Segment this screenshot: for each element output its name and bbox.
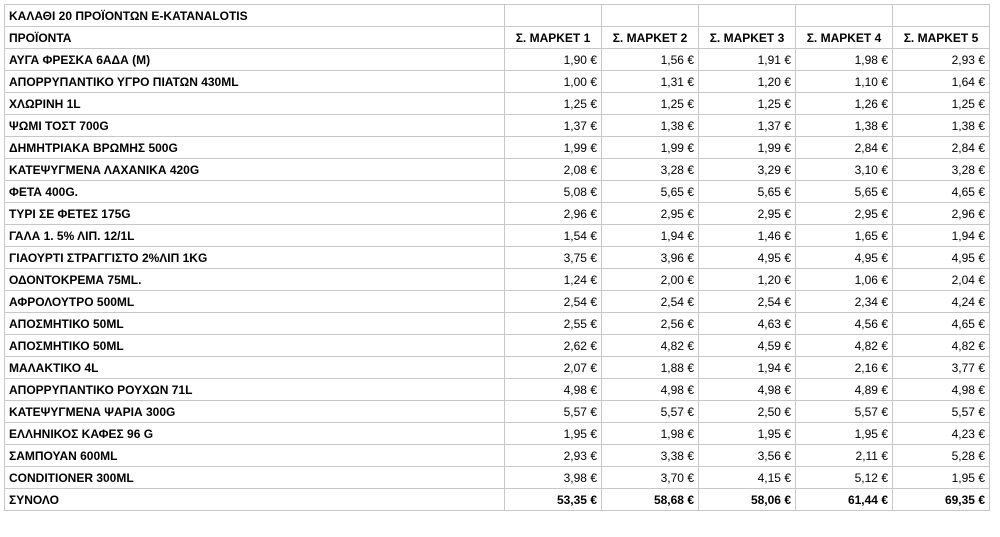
empty-cell [699, 5, 796, 27]
price-cell-market-1: 1,37 € [505, 115, 602, 137]
price-cell-market-5: 4,95 € [893, 247, 990, 269]
table-row [5, 225, 990, 247]
price-cell-market-5: 3,77 € [893, 357, 990, 379]
price-cell-market-1: 1,90 € [505, 49, 602, 71]
product-column-header: ΠΡΟΪΟΝΤΑ [5, 27, 505, 49]
price-cell-market-1: 2,62 € [505, 335, 602, 357]
product-name-cell: ΚΑΤΕΨΥΓΜΕΝΑ ΨΑΡΙΑ 300G [5, 401, 505, 423]
price-cell-market-5: 69,35 € [893, 489, 990, 511]
price-cell-market-3: 2,54 € [699, 291, 796, 313]
table-row [5, 181, 990, 203]
table-row [5, 335, 990, 357]
product-name-cell: ΤΥΡΙ ΣΕ ΦΕΤΕΣ 175G [5, 203, 505, 225]
price-cell-market-1: 5,08 € [505, 181, 602, 203]
product-name-cell: ΧΛΩΡΙΝΗ 1L [5, 93, 505, 115]
price-cell-market-1: 1,24 € [505, 269, 602, 291]
price-cell-market-2: 58,68 € [602, 489, 699, 511]
product-name-cell: ΑΥΓΑ ΦΡΕΣΚΑ 6ΑΔΑ (M) [5, 49, 505, 71]
price-cell-market-3: 1,25 € [699, 93, 796, 115]
price-cell-market-2: 1,25 € [602, 93, 699, 115]
price-cell-market-5: 4,65 € [893, 181, 990, 203]
price-cell-market-3: 4,59 € [699, 335, 796, 357]
product-name-cell: ΑΠΟΣΜΗΤΙΚΟ 50ML [5, 335, 505, 357]
price-cell-market-1: 2,07 € [505, 357, 602, 379]
price-cell-market-2: 1,94 € [602, 225, 699, 247]
price-cell-market-2: 3,28 € [602, 159, 699, 181]
price-cell-market-2: 1,98 € [602, 423, 699, 445]
price-cell-market-3: 4,15 € [699, 467, 796, 489]
price-cell-market-1: 1,54 € [505, 225, 602, 247]
product-name-cell: ΑΠΟΡΡΥΠΑΝΤΙΚΟ ΥΓΡΟ ΠΙΑΤΩΝ 430ML [5, 71, 505, 93]
table-row [5, 269, 990, 291]
price-cell-market-2: 1,38 € [602, 115, 699, 137]
market-3-header: Σ. ΜΑΡΚΕΤ 3 [699, 27, 796, 49]
empty-cell [796, 5, 893, 27]
product-name-cell: ΟΔΟΝΤΟΚΡΕΜΑ 75ML. [5, 269, 505, 291]
price-cell-market-2: 3,70 € [602, 467, 699, 489]
price-cell-market-3: 1,94 € [699, 357, 796, 379]
price-cell-market-4: 1,65 € [796, 225, 893, 247]
price-cell-market-5: 1,95 € [893, 467, 990, 489]
product-name-cell: ΜΑΛΑΚΤΙΚΟ 4L [5, 357, 505, 379]
price-cell-market-5: 3,28 € [893, 159, 990, 181]
table-row [5, 291, 990, 313]
product-name-cell: ΑΦΡΟΛΟΥΤΡΟ 500ML [5, 291, 505, 313]
price-cell-market-3: 4,98 € [699, 379, 796, 401]
price-cell-market-5: 4,82 € [893, 335, 990, 357]
price-cell-market-4: 5,65 € [796, 181, 893, 203]
price-comparison-table [4, 4, 990, 511]
price-cell-market-1: 3,98 € [505, 467, 602, 489]
price-cell-market-3: 3,56 € [699, 445, 796, 467]
price-cell-market-4: 5,12 € [796, 467, 893, 489]
price-cell-market-2: 2,56 € [602, 313, 699, 335]
table-row [5, 159, 990, 181]
price-cell-market-2: 5,57 € [602, 401, 699, 423]
price-cell-market-5: 2,04 € [893, 269, 990, 291]
table-row [5, 247, 990, 269]
product-name-cell: ΓΙΑΟΥΡΤΙ ΣΤΡΑΓΓΙΣΤΟ 2%ΛΙΠ 1KG [5, 247, 505, 269]
price-cell-market-1: 2,96 € [505, 203, 602, 225]
price-cell-market-1: 2,93 € [505, 445, 602, 467]
price-cell-market-2: 2,95 € [602, 203, 699, 225]
price-cell-market-1: 1,99 € [505, 137, 602, 159]
empty-cell [893, 5, 990, 27]
product-name-cell: ΣΥΝΟΛΟ [5, 489, 505, 511]
price-cell-market-4: 2,95 € [796, 203, 893, 225]
market-5-header: Σ. ΜΑΡΚΕΤ 5 [893, 27, 990, 49]
price-cell-market-3: 4,63 € [699, 313, 796, 335]
empty-cell [602, 5, 699, 27]
price-cell-market-1: 1,25 € [505, 93, 602, 115]
product-name-cell: ΚΑΤΕΨΥΓΜΕΝΑ ΛΑΧΑΝΙΚΑ 420G [5, 159, 505, 181]
price-cell-market-2: 3,38 € [602, 445, 699, 467]
table-row [5, 467, 990, 489]
price-cell-market-5: 4,23 € [893, 423, 990, 445]
market-2-header: Σ. ΜΑΡΚΕΤ 2 [602, 27, 699, 49]
table-row [5, 71, 990, 93]
price-cell-market-2: 2,54 € [602, 291, 699, 313]
price-cell-market-4: 1,95 € [796, 423, 893, 445]
price-cell-market-3: 1,20 € [699, 71, 796, 93]
price-cell-market-3: 58,06 € [699, 489, 796, 511]
price-cell-market-5: 1,64 € [893, 71, 990, 93]
price-cell-market-1: 2,55 € [505, 313, 602, 335]
price-cell-market-2: 5,65 € [602, 181, 699, 203]
market-1-header: Σ. ΜΑΡΚΕΤ 1 [505, 27, 602, 49]
table-row [5, 203, 990, 225]
price-cell-market-5: 2,96 € [893, 203, 990, 225]
price-cell-market-4: 1,06 € [796, 269, 893, 291]
price-cell-market-3: 1,37 € [699, 115, 796, 137]
price-cell-market-3: 1,46 € [699, 225, 796, 247]
price-cell-market-1: 53,35 € [505, 489, 602, 511]
table-row [5, 313, 990, 335]
price-cell-market-1: 2,08 € [505, 159, 602, 181]
header-row [5, 27, 990, 49]
table-row [5, 423, 990, 445]
price-cell-market-1: 5,57 € [505, 401, 602, 423]
product-name-cell: ΕΛΛΗΝΙΚΟΣ ΚΑΦΕΣ 96 G [5, 423, 505, 445]
price-cell-market-2: 1,31 € [602, 71, 699, 93]
table-row [5, 115, 990, 137]
price-cell-market-4: 4,89 € [796, 379, 893, 401]
product-name-cell: ΦΕΤΑ 400G. [5, 181, 505, 203]
total-row [5, 489, 990, 511]
title-row [5, 5, 990, 27]
price-cell-market-3: 1,95 € [699, 423, 796, 445]
price-cell-market-4: 1,10 € [796, 71, 893, 93]
price-cell-market-4: 1,38 € [796, 115, 893, 137]
sheet-title: ΚΑΛΑΘΙ 20 ΠΡΟΪΟΝΤΩΝ E-KATANALOTIS [5, 5, 505, 27]
price-cell-market-3: 3,29 € [699, 159, 796, 181]
product-name-cell: ΔΗΜΗΤΡΙΑΚΑ ΒΡΩΜΗΣ 500G [5, 137, 505, 159]
price-cell-market-2: 3,96 € [602, 247, 699, 269]
price-cell-market-3: 1,20 € [699, 269, 796, 291]
table-row [5, 49, 990, 71]
price-cell-market-5: 4,24 € [893, 291, 990, 313]
price-cell-market-3: 4,95 € [699, 247, 796, 269]
market-4-header: Σ. ΜΑΡΚΕΤ 4 [796, 27, 893, 49]
price-cell-market-4: 1,98 € [796, 49, 893, 71]
empty-cell [505, 5, 602, 27]
product-name-cell: CONDITIONER 300ML [5, 467, 505, 489]
price-cell-market-3: 2,95 € [699, 203, 796, 225]
price-cell-market-1: 4,98 € [505, 379, 602, 401]
price-cell-market-5: 1,38 € [893, 115, 990, 137]
price-cell-market-2: 1,56 € [602, 49, 699, 71]
price-cell-market-1: 2,54 € [505, 291, 602, 313]
price-cell-market-4: 3,10 € [796, 159, 893, 181]
price-cell-market-5: 5,57 € [893, 401, 990, 423]
table-row [5, 357, 990, 379]
price-cell-market-4: 1,26 € [796, 93, 893, 115]
table-row [5, 93, 990, 115]
price-cell-market-5: 2,84 € [893, 137, 990, 159]
price-cell-market-5: 1,94 € [893, 225, 990, 247]
price-cell-market-3: 1,99 € [699, 137, 796, 159]
price-cell-market-3: 1,91 € [699, 49, 796, 71]
price-cell-market-1: 1,95 € [505, 423, 602, 445]
price-cell-market-4: 2,34 € [796, 291, 893, 313]
price-cell-market-2: 4,82 € [602, 335, 699, 357]
product-name-cell: ΑΠΟΡΡΥΠΑΝΤΙΚΟ ΡΟΥΧΩΝ 71L [5, 379, 505, 401]
product-name-cell: ΨΩΜΙ ΤΟΣΤ 700G [5, 115, 505, 137]
product-name-cell: ΑΠΟΣΜΗΤΙΚΟ 50ML [5, 313, 505, 335]
price-cell-market-4: 2,11 € [796, 445, 893, 467]
price-cell-market-2: 1,88 € [602, 357, 699, 379]
price-cell-market-3: 5,65 € [699, 181, 796, 203]
price-cell-market-4: 4,56 € [796, 313, 893, 335]
price-cell-market-4: 61,44 € [796, 489, 893, 511]
price-cell-market-5: 1,25 € [893, 93, 990, 115]
price-cell-market-1: 1,00 € [505, 71, 602, 93]
table-row [5, 445, 990, 467]
product-name-cell: ΣΑΜΠΟΥΑΝ 600ML [5, 445, 505, 467]
price-cell-market-2: 1,99 € [602, 137, 699, 159]
table-row [5, 379, 990, 401]
price-cell-market-4: 5,57 € [796, 401, 893, 423]
price-cell-market-3: 2,50 € [699, 401, 796, 423]
price-cell-market-5: 5,28 € [893, 445, 990, 467]
product-name-cell: ΓΑΛΑ 1. 5% ΛΙΠ. 12/1L [5, 225, 505, 247]
price-cell-market-2: 2,00 € [602, 269, 699, 291]
price-cell-market-4: 4,82 € [796, 335, 893, 357]
price-cell-market-5: 2,93 € [893, 49, 990, 71]
price-cell-market-1: 3,75 € [505, 247, 602, 269]
price-cell-market-5: 4,98 € [893, 379, 990, 401]
table-row [5, 401, 990, 423]
price-cell-market-4: 2,16 € [796, 357, 893, 379]
price-cell-market-4: 4,95 € [796, 247, 893, 269]
price-cell-market-4: 2,84 € [796, 137, 893, 159]
price-cell-market-2: 4,98 € [602, 379, 699, 401]
price-cell-market-5: 4,65 € [893, 313, 990, 335]
table-row [5, 137, 990, 159]
